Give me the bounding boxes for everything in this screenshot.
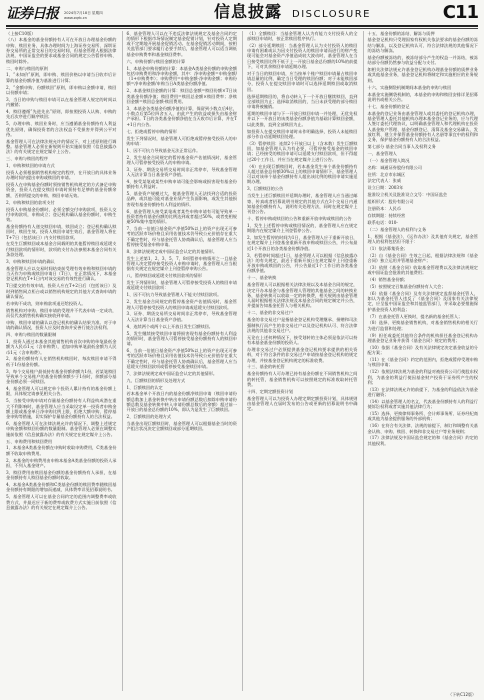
paragraph: （17）法律法规及中国证监会规定的和《基金合同》约定的其他权利。	[367, 435, 478, 446]
paragraph: 基金份额持有人可办理已持有基金份额在不同销售机构之间的转托管，基金销售机构可以按照规定的标准收取转托管费。	[247, 371, 358, 387]
paragraph: 十五、基金份额的冻结、解冻与质押	[367, 30, 435, 36]
newspaper-logo: 证券日报	[6, 6, 58, 22]
paragraph: 基金管理人可以根据相关法律法规以及本基金合同的规定，决定开办本基金与基金管理人管理的其他基金之间的转换业务，基金转换可以收取一定的转换费，相关规则由基金管理人届时根据相关法律法规及本基金合同的规定制定并公告，并提前告知基金托管人与相关机构。	[247, 282, 358, 309]
text-column-4	[363, 31, 479, 691]
paragraph: 2、“金额申购、份额赎回”原则，即申购以金额申请，赎回以份额申请；	[6, 84, 117, 95]
paragraph: （2）部分延期赎回：当基金管理人认为支付投资人的赎回申请有困难或认为因支付投资人的赎回申请而进行的财产变现可能会对基金资产净值造成较大波动时，基金管理人在当日接受赎回比例不低于上一开放日基金总份额的10%的前提下，可对其余赎回申请延期办理。	[247, 42, 358, 69]
paragraph: 投资人申购基金份额时，必须全额交付申购款项，投资人交付申购款项，申购成立；登记机构确认基金份额时，申购生效。	[6, 206, 117, 223]
paragraph: （8）选择、更换基金销售机构，对基金销售机构的相关行为进行监督和处理；	[367, 320, 478, 331]
paragraph: 4、接受某笔或某些申购申请可能会影响或损害现有基金份额持有人利益时。	[126, 178, 237, 190]
paragraph: 5、基金管理人可以在基金合同约定的范围内调整费率或收费方式，并最迟应于新的费率或收费方式实施日前依照《信息披露办法》的有关规定在规定媒介上公告。	[6, 494, 117, 510]
paragraph: 办理非交易过户必须提供基金登记机构要求提供的相关资料，对于符合条件的非交易过户申请按基金登记机构的规定办理，并按基金登记机构规定的标准收费。	[247, 346, 358, 363]
paragraph: 1、本基金申购份额的计算：本基金A类基金份额的申购金额包括申购费用和净申购金额，其中：净申购金额=申购金额/（1+申购费率）；申购费用=申购金额-净申购金额；申购份额=净申购金额/申购当日A类基金份额净值。	[126, 65, 237, 87]
page-number: C11	[442, 2, 478, 23]
paragraph: 联系电话：010-	[367, 219, 398, 225]
paragraph: 若本基金单个开放日内的基金份额净赎回申请（赎回申请份额总数加上基金转换中转出申请份额总数后扣除申购申请份额总数及基金转换中转入申请份额总数后的余额）超过前一开放日的基金总份额的10%，即认为是发生了巨额赎回。	[126, 391, 237, 413]
paragraph: 一、基金管理人	[367, 150, 397, 156]
paragraph: 六、申购份额与赎回金额的计算	[126, 58, 186, 64]
paragraph: （2）自《基金合同》生效之日起，根据法律法规和《基金合同》独立运用并管理基金财产；	[367, 252, 478, 263]
text-column-1	[6, 31, 117, 691]
paragraph: 九、巨额赎回的情形及处理方式	[126, 377, 186, 383]
paragraph: 申购、赎回申请的确认以登记机构的确认结果为准。对于申请的确认情况，投资人应及时查询并妥善行使合法权利。	[6, 319, 117, 331]
paragraph: （上接C10版）	[6, 30, 36, 36]
paragraph: 十七、基金份额的登记	[367, 103, 410, 109]
paragraph: 2、申购和赎回的款项支付	[6, 199, 55, 205]
paragraph: 二、申购与赎回的原则	[6, 65, 48, 71]
paragraph: 3、每个交易账户最低持有基金份额余额为1份，若某笔赎回导致单个交易账户的基金份额余额少于1份时，余额部分基金份额必须一同赎回。	[6, 368, 117, 385]
paragraph: 选择延期赎回的，将自动转入下一个开放日继续赎回，直到全部赎回为止；选择取消赎回的，当日未获受理的部分赎回申请将被撤销。	[247, 93, 358, 110]
paragraph: （14）以基金管理人的名义，代表基金份额持有人的利益行使诉讼权利或者实施其他法律行为；	[367, 398, 478, 410]
issue-date: 2024年7月18日 星期四	[64, 11, 103, 16]
paragraph: 基金登记机构只受理国家有权机关依法要求的基金份额的冻结与解冻，以及登记机构认可、符合法律法规的其他情况下的冻结与解冻。	[367, 37, 478, 54]
paragraph: 3、若暂停时间超过1日，基金管理人可以根据《信息披露办法》的有关规定，最迟于重新开放日在规定媒介上刊登重新开放申购或赎回的公告，并公告最近1个工作日的各类基金份额净值。	[247, 252, 358, 274]
paragraph: 无论在上述何种情况下，接受划转的主体必须是依法可以持有本基金基金份额的投资人。	[247, 334, 358, 346]
paragraph: 6、基金管理人可在法律法规允许的情况下，调整上述规定申购金额和赎回份额的数量限制。基金管理人必须在调整实施前依照《信息披露办法》的有关规定在规定媒介上公告。	[6, 421, 117, 437]
paragraph: 3、证券、期货交易所交易时间非正常停市，导致基金管理人无法计算当日基金资产净值。	[126, 166, 237, 178]
paragraph: 1、发生上述暂停申购或赎回情况的，基金管理人应在规定期限内在规定媒介上刊登暂停公告。	[247, 222, 358, 234]
header-rule-thin	[6, 28, 478, 29]
paragraph: （16）在符合有关法律、法规的前提下，制订和调整有关基金认购、申购、赎回、转换和非交易过户等业务规则；	[367, 423, 478, 434]
paragraph: 第七部分 基金合同当事人及权利义务	[367, 143, 436, 149]
paragraph: 6、基金管理人接受某笔或者某些申购申请有可能导致单一投资者持有基金份额的比例达到或者超过50%，或者变相规避50%集中度的情形。	[126, 208, 237, 225]
header-rule	[6, 25, 478, 27]
paragraph: （4）销售基金份额；	[367, 277, 408, 283]
paragraph: 批准设立机关及批准设立文号：中国证监会	[367, 192, 448, 198]
paragraph: 基金管理人应以交易时间结束前受理有效申购和赎回申请的当天作为申购或赎回申请日（T日），在正常情况下，本基金登记机构在T+1日内对该交易的有效性进行确认。	[6, 265, 117, 282]
paragraph: 发生下列情况时，基金管理人可拒绝或暂停接受投资人的申购申请：	[126, 135, 237, 146]
paragraph: 3、赎回费用由赎回基金份额的基金份额持有人承担，在基金份额持有人赎回基金份额时收取。	[6, 469, 117, 481]
paragraph: 当发生上述巨额赎回并延期办理时，基金管理人应当通过邮寄、传真或者招募说明书规定的其他方式在3个交易日内通知基金份额持有人，说明有关处理方法，同时在规定媒介上刊登公告。	[247, 193, 358, 215]
paragraph: （1）全额赎回：当基金管理人认为有能力支付投资人的全部赎回申请时，按正常赎回程序执行。	[247, 30, 358, 41]
text-columns	[6, 31, 478, 691]
paragraph: （9）担任或委托其他符合条件的机构担任基金登记机构办理基金登记业务并获得《基金合同》规定的费用；	[367, 332, 478, 343]
paragraph: 2、基金份额持有人在销售机构赎回时，每次赎回申请不得低于1份基金份额。	[6, 356, 117, 367]
paragraph: 销售机构对申购、赎回申请的受理并不代表申请一定成功，而仅代表销售机构确实接收到申请。	[6, 307, 117, 319]
paragraph: 1、根据《基金法》、《运作办法》及其他有关规定，基金管理人的权利包括但不限于：	[367, 233, 478, 244]
paragraph: 法定代表人：张威	[367, 178, 402, 184]
paragraph: 若申购不成功，则申购款项退还给投资人。	[6, 300, 86, 306]
paragraph: 5、基金资产规模过大，使基金管理人无法找到合适的投资品种，或其他可能对基金业绩产生负面影响，或发生其他损害现有基金份额持有人利益的情形。	[126, 191, 237, 207]
paragraph: 十二、基金的非交易过户	[247, 310, 294, 316]
paragraph: 当基金出现巨额赎回时，基金管理人可以根据基金当时的资产组合状况决定全额赎回或部分延期赎回。	[126, 421, 237, 432]
paragraph: 本基金的登记业务由基金管理人或其委托的登记机构办理，基金管理人委托其他机构办理本基金登记业务的，应与代理人签订委托代理协议，以明确基金管理人和代理机构在投资人基金账户管理、基金份额登记、清算及基金交易确认、发放红利、建立并保管基金份额持有人名册等事宜中的权利和义务，保护基金份额持有人的合法权益。	[367, 110, 478, 143]
text-column-3	[242, 31, 358, 691]
paragraph: 住所：北京市东城区	[367, 171, 406, 177]
paragraph: 1、申购和赎回的申请方式	[6, 163, 55, 169]
paragraph: （4）在出现巨额赎回时，若本基金发生单个基金份额持有人超过基金总份额30%以上的赎回申请情形下，基金管理人可以对该单个基金份额持有人超出该比例的赎回申请实施延期办理。	[247, 163, 358, 185]
paragraph: 3、本基金各类基金份额净值的计算，保留到小数点后4位，小数点后第5位四舍五入，由此产生的收益或损失由基金财产承担。T日的各类基金份额净值在当天收市后计算，并在T+1日内公告。	[126, 105, 237, 127]
paragraph: 1、本基金A类基金份额在申购时收取申购费用，C类基金份额不收取申购费用。	[6, 445, 117, 456]
paragraph: （13）在法律法规允许的前提下，为基金的利益依法为基金进行融资；	[367, 386, 478, 397]
paragraph: 3、巨额赎回的公告	[247, 186, 284, 192]
paragraph: 5、发生继续接受赎回申请将损害现有基金份额持有人利益的情形时，基金管理人可暂停接受基金份额持有人的赎回申请。	[126, 330, 237, 347]
paragraph: 4、基金管理人可以规定单个投资人累计持有的基金份额上限，具体规定请参见相关公告。	[6, 386, 117, 397]
text-column-2	[122, 31, 238, 691]
website: www.zqrb.cn	[64, 16, 87, 21]
paragraph: 基金管理人可以为投资人办理定期定额投资计划，具体规则由基金管理人在届时发布的公告或更新的招募说明书中确定。	[247, 395, 358, 412]
paragraph: （6）依据《基金合同》及有关法律规定监督基金托管人，如认为基金托管人违反了《基金合同》及国家有关法律规定，应呈报中国证监会和其他监管部门，并采取必要措施保护基金投资人的利益；	[367, 290, 478, 312]
paragraph: 基金的非交易过户是指基金登记机构受理继承、捐赠和司法强制执行而产生的非交易过户以及登记机构认可、符合法律法规的其他非交易过户。	[247, 317, 358, 333]
paragraph: （二）基金管理人的权利与义务	[367, 226, 427, 232]
paragraph: （八）本基金的基金份额持有人可在开放日办理基金份额的申购、赎回业务，具体办理时间为上海证券交易所、深圳证券交易所的正常交易日的交易时间，但基金管理人根据法律法规、中国证监会的要求或基金合同的规定公告暂停申购、赎回时除外。	[6, 37, 117, 64]
paragraph: 注册资本：人民币	[367, 206, 402, 211]
paragraph: 2、如发生暂停的时间为1日，基金管理人应于重新开放日，在规定媒介上刊登基金重新开放申购或赎回公告，并公布最近1个开放日的各类基金份额净值。	[247, 235, 358, 251]
paragraph: 十一、基金转换	[247, 275, 277, 281]
paragraph: 延期的赎回申请与下一开放日赎回申请一并处理，无优先权并以下一开放日的该类基金份额净值为基础计算赎回金额，以此类推，直到全部赎回为止。	[247, 111, 358, 127]
paragraph: 十三、基金的转托管	[247, 364, 285, 370]
paragraph: 5、办理申购、赎回业务时，应当遵循基金份额持有人利益优先原则，确保投资者的合法权益不受损害并得到公平对待。	[6, 121, 117, 137]
paragraph: 在发生巨额赎回或本基金合同载明的其他暂停赎回或延缓支付赎回款项的情形时，款项的支付办法参照本基金合同有关条款处理。	[6, 241, 117, 258]
paragraph: 7、当前一估值日基金资产净值50%以上的资产出现无可参考的活跃市场价格且采用估值技术仍导致公允价值存在重大不确定性时，经与基金托管人协商确认后，基金管理人应当暂停接受基金申购申请。	[126, 226, 237, 247]
paragraph: 如投资人在提交赎回申请时未作明确选择，投资人未能赎回部分作自动延期赎回处理。	[247, 128, 358, 139]
paragraph: （12）依照法律法规为基金的利益对被投资公司行使股东权利，为基金的利益行使因基金财产投资于证券所产生的权利；	[367, 369, 478, 385]
paragraph: 2、发生基金合同规定的暂停基金资产估值情况时，基金管理人可暂停接受投资人的赎回申请或延缓支付赎回款项。	[126, 299, 237, 310]
paragraph: 五、申购费用和赎回费用	[6, 438, 53, 444]
paragraph: （11）在《基金合同》约定的范围内，拒绝或暂停受理申购与赎回申请；	[367, 357, 478, 368]
paragraph: 发生上述第1、2、3、5、7、8项暂停申购情形之一且基金管理人决定暂停接受投资人申购申请时，基金管理人应当根据有关规定在规定媒介上刊登暂停申购公告。	[126, 255, 237, 272]
paragraph: 十六、实施侧袋机制期间本基金的申购与赎回	[367, 84, 452, 90]
paragraph: 十四、定期定额投资计划	[247, 388, 294, 394]
paragraph: 2、本基金的申购费用由申购本基金A类基金份额的投资人承担，不列入基金财产。	[6, 457, 117, 468]
paragraph: 1、投资人通过本基金其他销售机构首次申购的单笔最低金额为人民币1元（含申购费），追加申购单笔最低金额为人民币1元（含申购费）。	[6, 338, 117, 355]
paragraph: 对于当日的赎回申请，应当按单个账户赎回申请量占赎回申请总量的比例，确定当日受理的赎回份额；对于未能赎回部分，投资人在提交赎回申请时可以选择延期赎回或取消赎回。	[247, 70, 358, 92]
paragraph: 如相关法律法规允许基金登记机构办理基金份额的质押业务或其他基金业务，基金登记机构将制定和实施相应的业务规则。	[367, 67, 478, 83]
paragraph: 基金份额持有人递交赎回申请，赎回成立；登记机构确认赎回时，赎回生效。投资人赎回申请生效后，基金管理人将在T+7日（包括该日）内支付赎回款项。	[6, 224, 117, 240]
paragraph: 1、巨额赎回的认定	[126, 384, 163, 390]
paragraph: 七、拒绝或暂停申购的情形	[126, 128, 177, 134]
paragraph: 四、申购与赎回的数量限制	[6, 332, 57, 338]
paragraph: 3、申购和赎回申请的确认	[6, 258, 55, 264]
paragraph: （1）依法募集资金；	[367, 245, 408, 251]
paragraph: （7）在基金托管人更换时，提名新的基金托管人；	[367, 313, 463, 319]
paragraph: （15）选择、更换律师事务所、会计师事务所、证券经纪商或其他为基金提供服务的外部机构；	[367, 411, 478, 422]
paragraph: 3、证券、期货交易所交易时间非正常停市，导致基金管理人无法计算当日基金资产净值。	[126, 311, 237, 322]
paragraph: T日提交的有效申请，投资人应在T+2日后（包括该日）及时到销售网点柜台或以销售机构规定的其他方式查询申请的确认情况。	[6, 283, 117, 299]
paragraph: 组织形式：股份有限公司	[367, 199, 414, 205]
paragraph: （3）暂停赎回：连续2个开放日以上（含本数）发生巨额赎回，如基金管理人认为有必要，可暂停接受基金的赎回申请；已经接受的赎回申请可以延缓支付赎回款项，但不得超过20个工作日，并应当在规定媒介上进行公告。	[247, 140, 358, 162]
paragraph: 7、法律法规规定或中国证监会认定的其他情形。	[126, 370, 218, 376]
paragraph: 2、巨额赎回的处理方式	[126, 414, 172, 420]
paragraph: 十、暂停申购或赎回的公告和重新开放申购或赎回的公告	[247, 216, 352, 222]
paragraph: 8、法律法规规定或中国证监会认定的其他情形。	[126, 248, 218, 254]
paragraph: 6、基金管理人可以在不违反法律法规规定及基金合同约定的情形下根据市场情况制定基金促销计划，针对投资人定期或不定期地开展基金促销活动。在基金促销活动期间，按相关监管部门要求履行必要手续后，基金管理人可以适当调低基金申购费率和基金赎回费率。	[126, 30, 237, 57]
paragraph: 三、申购与赎回的程序	[6, 156, 48, 162]
paragraph: 名称：诚通证券股份有限公司	[367, 164, 422, 170]
paragraph: （5）按照规定召集基金份额持有人大会；	[367, 283, 446, 289]
paragraph: 1、因不可抗力导致基金管理人不能支付赎回款项。	[126, 292, 222, 298]
paragraph: （3）依照《基金合同》收取基金管理费以及法律法规规定或中国证监会批准的其他费用；	[367, 264, 478, 276]
paragraph: 八、暂停赎回或延缓支付赎回款项的情形	[126, 273, 202, 279]
paragraph: 发生下列情形时，基金管理人可暂停接受投资人的赎回申请或延缓支付赎回款项：	[126, 280, 237, 291]
paragraph: 6、当前一估值日基金资产净值50%以上的资产出现无可参考的活跃市场价格且采用估值技术仍导致公允价值存在重大不确定性时，经与基金托管人协商确认后，基金管理人应当延缓支付赎回款项或暂停接受基金赎回申请。	[126, 347, 237, 369]
paragraph: 5、当接受申购申请对存量基金份额持有人利益构成潜在重大不利影响时，基金管理人应当采取设定单一投资者申购金额上限或基金单日净申购比例上限、拒绝大额申购、暂停基金申购等措施，切实保护存量基金份额持有人的合法权益。	[6, 398, 117, 420]
section-title: 信息披露	[214, 2, 283, 21]
paragraph: 投资人在申购基金份额时须按销售机构规定的方式备足申购资金，投资人在提交赎回申请时须持有足够的基金份额余额，否则所提交的申购、赎回申请无效。	[6, 182, 117, 198]
masthead	[6, 0, 478, 24]
paragraph: 2、发生基金合同规定的暂停基金资产估值情况时，基金管理人可暂停接受投资人的申购申请。	[126, 154, 237, 165]
paragraph: （10）依据《基金合同》及有关法律规定决定基金收益的分配方案；	[367, 344, 478, 356]
section-title-english: DISCLOSURE	[292, 9, 371, 20]
paragraph: 4、本基金A类基金份额和C类基金份额的赎回费率随赎回基金份额持有期限的增加而递减，具体费率详见招募说明书。	[6, 482, 117, 493]
paragraph: 投资人必须根据销售机构规定的程序，在开放日的具体业务办理时间内提出申购或赎回的申请。	[6, 169, 117, 181]
paragraph: 4、连续两个或两个以上开放日发生巨额赎回。	[126, 323, 213, 329]
paragraph: 存续期限：持续经营	[367, 212, 406, 218]
paragraph: 1、因不可抗力导致基金无法正常运作。	[126, 147, 201, 153]
paragraph: 本基金实施侧袋机制的，本基金的申购和赎回安排详见招募说明书或相关公告。	[367, 91, 478, 102]
paragraph: 设立日期：2003年	[367, 185, 404, 191]
paragraph: 基金份额被冻结的，被冻结部分产生的权益一并冻结，被冻结部分份额仍然参与收益分配与支付。	[367, 54, 478, 66]
paragraph: 2、本基金赎回金额的计算：赎回总金额=赎回份额×T日该类基金份额净值；赎回费用=赎回总金额×赎回费率；净赎回金额=赎回总金额-赎回费用。	[126, 88, 237, 104]
paragraph: 1、“未知价”原则，即申购、赎回价格以申请当日收市后计算的基金份额净值为基准进行计算；	[6, 72, 117, 83]
continued-note: （下转C12版）	[448, 692, 476, 697]
issue-meta	[64, 11, 103, 21]
paragraph: 4、赎回遵循“先进先出”原则，即按照投资人认购、申购的先后次序进行顺序赎回；	[6, 109, 117, 120]
paragraph: 基金管理人可在法律法规允许的情况下，对上述原则进行调整。基金管理人必须在新规则开始实施前依照《信息披露办法》的有关规定在规定媒介上公告。	[6, 138, 117, 155]
paragraph: 3、当日的申购与赎回申请可以在基金管理人规定的时间以内撤销；	[6, 96, 117, 108]
paragraph: （一）基金管理人简况	[367, 157, 410, 163]
